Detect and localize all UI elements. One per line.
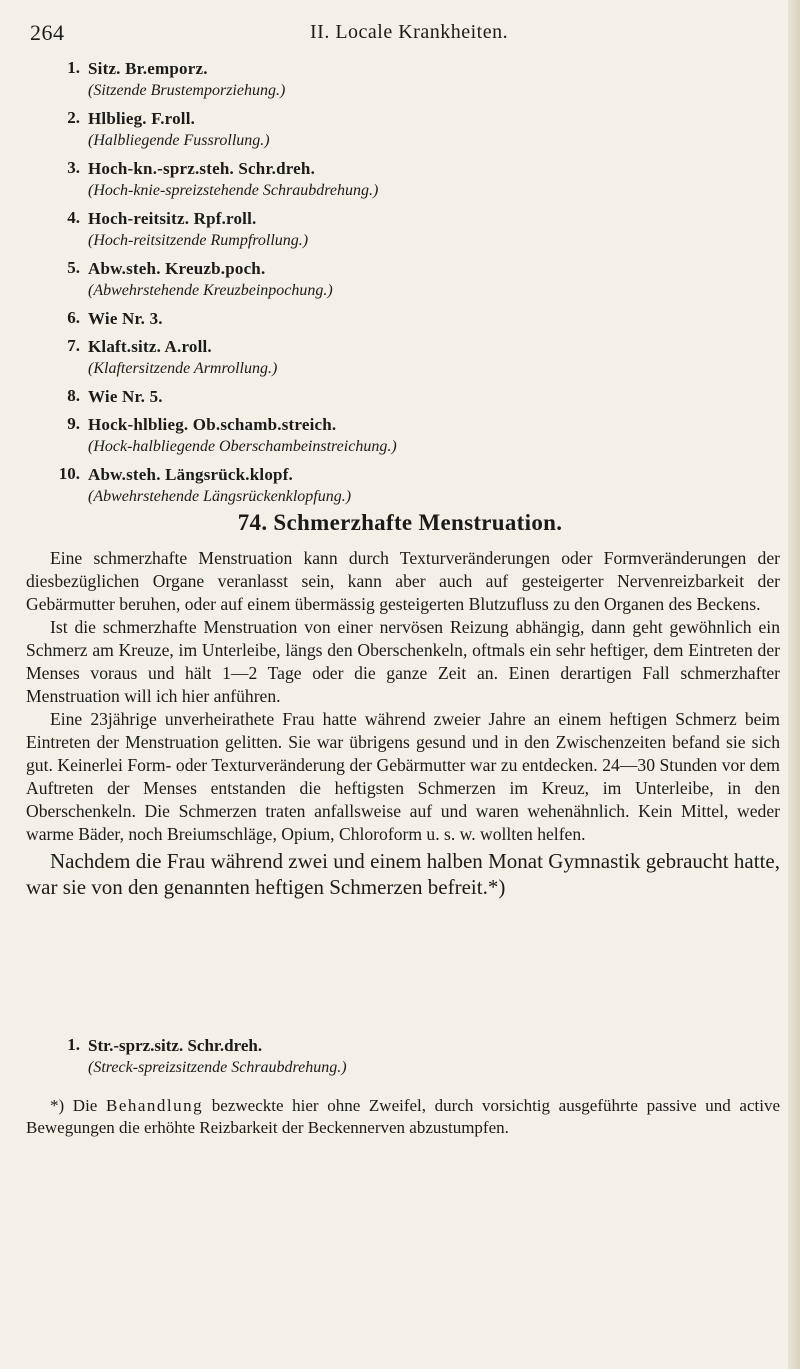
item-number: 1. bbox=[67, 58, 80, 77]
list-item bbox=[50, 58, 770, 102]
item-number: 8. bbox=[67, 386, 80, 405]
footnote bbox=[26, 1095, 780, 1139]
list-item bbox=[50, 158, 770, 202]
paragraph: Nachdem die Frau während zwei und einem halben Monat Gymnastik gebraucht hatte, war sie von den genannten heftigen Schmerzen befreit.*) bbox=[26, 849, 780, 899]
running-head: II. Locale Krankheiten. bbox=[310, 21, 509, 43]
footnote-spaced-word: Behandlung bbox=[106, 1096, 204, 1115]
item-number: 3. bbox=[67, 158, 80, 177]
paragraph: Eine schmerzhafte Menstruation kann durch Texturveränderungen oder Formveränderungen der diesbezüglichen Organe veranlasst sein, kann aber auch auf gesteigerter Nervenreizbarkeit der Gebärmutter beruhen, oder auf einem übermässig gesteigerten Blutzufluss zu den Organen des Beckens. bbox=[26, 548, 780, 614]
list-item bbox=[50, 336, 770, 380]
page-header bbox=[30, 20, 770, 48]
item-abbreviation: Wie Nr. 3. bbox=[88, 309, 163, 328]
item-number: 10. bbox=[58, 464, 80, 483]
footnote-text bbox=[26, 1095, 780, 1139]
item-abbreviation: Str.-sprz.sitz. Schr.dreh. bbox=[88, 1036, 263, 1055]
footnote-marker: *) Die bbox=[50, 1096, 98, 1115]
list-item bbox=[50, 464, 770, 508]
list-item bbox=[50, 308, 770, 330]
item-abbreviation: Hoch-kn.-sprz.steh. Schr.dreh. bbox=[88, 159, 316, 178]
item-number: 6. bbox=[67, 308, 80, 327]
item-abbreviation: Sitz. Br.emporz. bbox=[88, 59, 208, 78]
item-abbreviation: Hlblieg. F.roll. bbox=[88, 109, 196, 128]
item-abbreviation: Abw.steh. Längsrück.klopf. bbox=[88, 465, 293, 484]
list-item bbox=[50, 258, 770, 302]
item-number: 7. bbox=[67, 336, 80, 355]
item-abbreviation: Abw.steh. Kreuzb.poch. bbox=[88, 259, 266, 278]
item-number: 2. bbox=[67, 108, 80, 127]
exercise-list bbox=[50, 58, 770, 514]
item-full-name: (Hoch-reitsitzende Rumpfrollung.) bbox=[88, 232, 309, 249]
list-item bbox=[50, 1035, 770, 1079]
item-number: 9. bbox=[67, 414, 80, 433]
list-item bbox=[50, 208, 770, 252]
item-abbreviation: Hock-hlblieg. Ob.schamb.streich. bbox=[88, 415, 337, 434]
item-full-name: (Hock-halbliegende Oberschambeinstreichung.) bbox=[88, 438, 397, 455]
list-item bbox=[50, 386, 770, 408]
body-text bbox=[26, 547, 780, 900]
item-abbreviation: Wie Nr. 5. bbox=[88, 387, 163, 406]
item-number: 1. bbox=[67, 1035, 80, 1054]
item-number: 4. bbox=[67, 208, 80, 227]
list-item bbox=[50, 108, 770, 152]
item-full-name: (Halbliegende Fussrollung.) bbox=[88, 132, 270, 149]
section-title: 74. Schmerzhafte Menstruation. bbox=[237, 510, 563, 535]
page-number: 264 bbox=[30, 20, 65, 45]
page-edge-shadow bbox=[788, 0, 800, 1369]
item-full-name: (Sitzende Brustemporziehung.) bbox=[88, 82, 286, 99]
item-full-name: (Abwehrstehende Kreuzbeinpochung.) bbox=[88, 282, 333, 299]
item-abbreviation: Klaft.sitz. A.roll. bbox=[88, 337, 212, 356]
item-abbreviation: Hoch-reitsitz. Rpf.roll. bbox=[88, 209, 257, 228]
item-full-name: (Klaftersitzende Armrollung.) bbox=[88, 360, 278, 377]
exercise-list-secondary bbox=[50, 1035, 770, 1079]
paragraph: Ist die schmerzhafte Menstruation von einer nervösen Reizung abhängig, dann geht gewöhnlich ein Schmerz am Kreuze, im Unterleibe, längs den Oberschenkeln, oftmals ein sehr heftiger, dem Eintreten der Menses voraus und hält 1—2 Tage oder die ganze Zeit an. Einen derartigen Fall schmerzhafter Menstruation will ich hier anführen. bbox=[26, 617, 780, 706]
paragraph: Eine 23jährige unverheirathete Frau hatte während zweier Jahre an einem heftigen Schmerz beim Eintreten der Menstruation gelitten. Sie war übrigens gesund und in den Zwischenzeiten befand sie sich gut. Keinerlei Form- oder Texturveränderung der Gebärmutter war zu entdecken. 24—30 Stunden vor dem Auftreten der Menses entstanden die heftigsten Schmerzen im Kreuz, im Unterleibe, in den Oberschenkeln. Die Schmerzen traten anfallsweise auf und waren wehenähnlich. Kein Mittel, weder warme Bäder, noch Breiumschläge, Opium, Chloroform u. s. w. wollten helfen. bbox=[26, 709, 780, 844]
list-item bbox=[50, 414, 770, 458]
footnote-body: bezweckte hier ohne Zweifel, durch vorsichtig ausgeführte passive und active Bewegungen die erhöhte Reizbarkeit der Beckennerven abzustumpfen. bbox=[26, 1096, 780, 1137]
item-number: 5. bbox=[67, 258, 80, 277]
item-full-name: (Hoch-knie-spreizstehende Schraubdrehung.) bbox=[88, 182, 379, 199]
item-full-name: (Abwehrstehende Längsrückenklopfung.) bbox=[88, 488, 352, 505]
item-full-name: (Streck-spreizsitzende Schraubdrehung.) bbox=[88, 1059, 347, 1076]
